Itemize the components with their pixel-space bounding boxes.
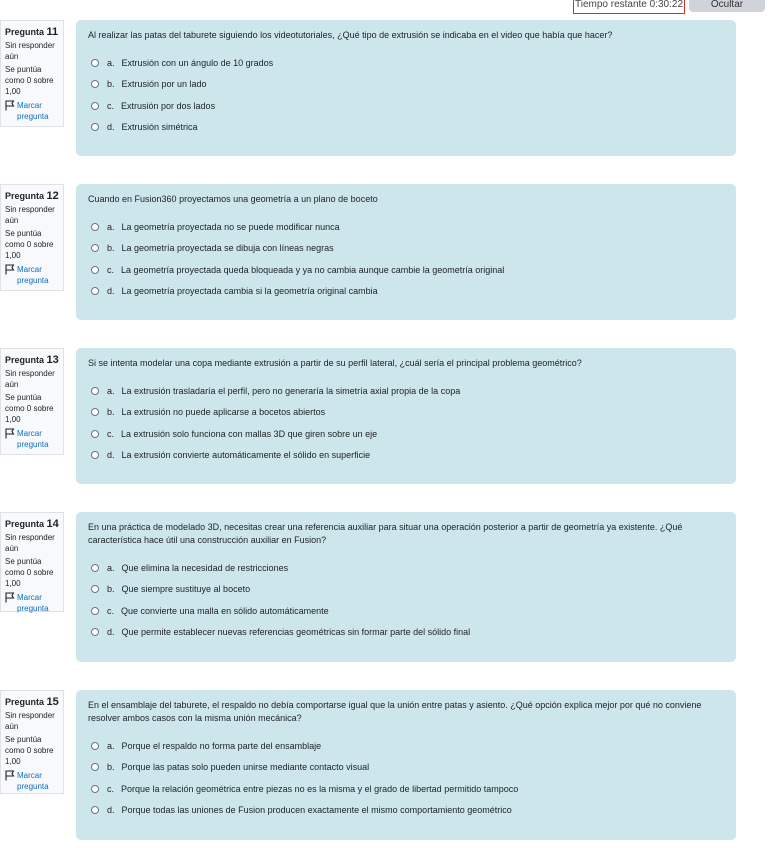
radio-button[interactable] <box>91 387 99 395</box>
answer-options <box>88 735 724 821</box>
answer-option-c[interactable]: c. Extrusión por dos lados <box>91 95 724 117</box>
answer-option-c[interactable]: c. Que convierte una malla en sólido automáticamente <box>91 600 724 622</box>
radio-button[interactable] <box>91 102 99 110</box>
hide-timer-button[interactable]: Ocultar <box>689 0 765 12</box>
flag-icon <box>5 770 15 781</box>
flag-question-button[interactable] <box>5 264 59 286</box>
question-state: Sin responder aún <box>5 533 55 553</box>
radio-button[interactable] <box>91 585 99 593</box>
radio-button[interactable] <box>91 266 99 274</box>
answer-options <box>88 380 724 466</box>
flag-icon <box>5 592 15 603</box>
answer-options <box>88 52 724 138</box>
radio-button[interactable] <box>91 244 99 252</box>
answer-option-b[interactable]: b. La geometría proyectada se dibuja con líneas negras <box>91 238 724 260</box>
answer-option-b[interactable]: b. Que siempre sustituye al boceto <box>91 579 724 601</box>
question-content <box>76 690 736 840</box>
question-number: Pregunta 14 <box>5 518 59 530</box>
question-grade: Se puntúa como 0 sobre 1,00 <box>5 735 54 766</box>
answer-option-a[interactable]: a. La extrusión trasladaría el perfil, pero no generaría la simetría axial propia de la copa <box>91 380 724 402</box>
answer-option-a[interactable]: a. Extrusión con un ángulo de 10 grados <box>91 52 724 74</box>
question-content <box>76 512 736 662</box>
question-text: Al realizar las patas del taburete siguiendo los videotutoriales, ¿Qué tipo de extrusión se indicaba en el video que había que hacer? <box>88 30 613 40</box>
time-remaining: Tiempo restante 0:30:22 <box>573 0 685 14</box>
radio-button[interactable] <box>91 80 99 88</box>
radio-button[interactable] <box>91 607 99 615</box>
radio-button[interactable] <box>91 806 99 814</box>
answer-options <box>88 216 724 302</box>
flag-question-label: Marcar pregunta <box>17 593 49 613</box>
question-grade: Se puntúa como 0 sobre 1,00 <box>5 393 54 424</box>
flag-question-label: Marcar pregunta <box>17 265 49 285</box>
flag-question-button[interactable] <box>5 428 59 450</box>
answer-option-c[interactable]: c. Porque la relación geométrica entre piezas no es la misma y el grado de libertad permitido tampoco <box>91 778 724 800</box>
flag-question-label: Marcar pregunta <box>17 429 49 449</box>
answer-option-d[interactable]: d. Porque todas las uniones de Fusion producen exactamente el mismo comportamiento geométrico <box>91 800 724 822</box>
question-text: En el ensamblaje del taburete, el respaldo no debía comportarse igual que la unión entre patas y asiento. ¿Qué opción explica mejor por qué no conviene resolver ambos casos con la misma unión mecánica? <box>88 700 702 723</box>
answer-option-b[interactable]: b. Porque las patas solo pueden unirse mediante contacto visual <box>91 757 724 779</box>
flag-icon <box>5 428 15 439</box>
radio-button[interactable] <box>91 430 99 438</box>
answer-option-a[interactable]: a. La geometría proyectada no se puede modificar nunca <box>91 216 724 238</box>
answer-option-c[interactable]: c. La geometría proyectada queda bloqueada y ya no cambia aunque cambie la geometría original <box>91 259 724 281</box>
question-number: Pregunta 15 <box>5 696 59 708</box>
answer-option-b[interactable]: b. La extrusión no puede aplicarse a bocetos abiertos <box>91 402 724 424</box>
flag-icon <box>5 100 15 111</box>
question-content <box>76 348 736 484</box>
answer-option-c[interactable]: c. La extrusión solo funciona con mallas 3D que giren sobre un eje <box>91 423 724 445</box>
question-content <box>76 184 736 320</box>
radio-button[interactable] <box>91 59 99 67</box>
question-state: Sin responder aún <box>5 41 55 61</box>
radio-button[interactable] <box>91 742 99 750</box>
answer-option-d[interactable]: d. Que permite establecer nuevas referencias geométricas sin formar parte del sólido final <box>91 622 724 644</box>
question-state: Sin responder aún <box>5 369 55 389</box>
flag-question-button[interactable] <box>5 770 59 792</box>
answer-option-a[interactable]: a. Porque el respaldo no forma parte del ensamblaje <box>91 735 724 757</box>
question-info <box>0 184 64 291</box>
radio-button[interactable] <box>91 628 99 636</box>
flag-question-label: Marcar pregunta <box>17 101 49 121</box>
radio-button[interactable] <box>91 451 99 459</box>
question-info <box>0 20 64 127</box>
radio-button[interactable] <box>91 408 99 416</box>
question-state: Sin responder aún <box>5 711 55 731</box>
question-text: En una práctica de modelado 3D, necesitas crear una referencia auxiliar para situar una operación posterior a partir de geometría ya existente. ¿Qué característica hace útil una construcción auxiliar en Fusion? <box>88 522 683 545</box>
question-number: Pregunta 12 <box>5 190 59 202</box>
question-grade: Se puntúa como 0 sobre 1,00 <box>5 65 54 96</box>
answer-option-d[interactable]: d. Extrusión simétrica <box>91 117 724 139</box>
radio-button[interactable] <box>91 287 99 295</box>
flag-question-label: Marcar pregunta <box>17 771 49 791</box>
answer-option-d[interactable]: d. La geometría proyectada cambia si la geometría original cambia <box>91 281 724 303</box>
answer-options <box>88 557 724 643</box>
flag-question-button[interactable] <box>5 592 59 614</box>
flag-icon <box>5 264 15 275</box>
question-text: Cuando en Fusion360 proyectamos una geometría a un plano de boceto <box>88 194 378 204</box>
question-state: Sin responder aún <box>5 205 55 225</box>
answer-option-b[interactable]: b. Extrusión por un lado <box>91 74 724 96</box>
radio-button[interactable] <box>91 785 99 793</box>
question-content <box>76 20 736 156</box>
question-info <box>0 512 64 612</box>
question-info <box>0 690 64 794</box>
question-number: Pregunta 11 <box>5 26 59 38</box>
radio-button[interactable] <box>91 123 99 131</box>
question-info <box>0 348 64 455</box>
answer-option-d[interactable]: d. La extrusión convierte automáticamente el sólido en superficie <box>91 445 724 467</box>
question-grade: Se puntúa como 0 sobre 1,00 <box>5 557 54 588</box>
flag-question-button[interactable] <box>5 100 59 122</box>
answer-option-a[interactable]: a. Que elimina la necesidad de restricciones <box>91 557 724 579</box>
question-text: Si se intenta modelar una copa mediante extrusión a partir de su perfil lateral, ¿cuál sería el principal problema geométrico? <box>88 358 582 368</box>
radio-button[interactable] <box>91 564 99 572</box>
question-number: Pregunta 13 <box>5 354 59 366</box>
radio-button[interactable] <box>91 763 99 771</box>
radio-button[interactable] <box>91 223 99 231</box>
question-grade: Se puntúa como 0 sobre 1,00 <box>5 229 54 260</box>
